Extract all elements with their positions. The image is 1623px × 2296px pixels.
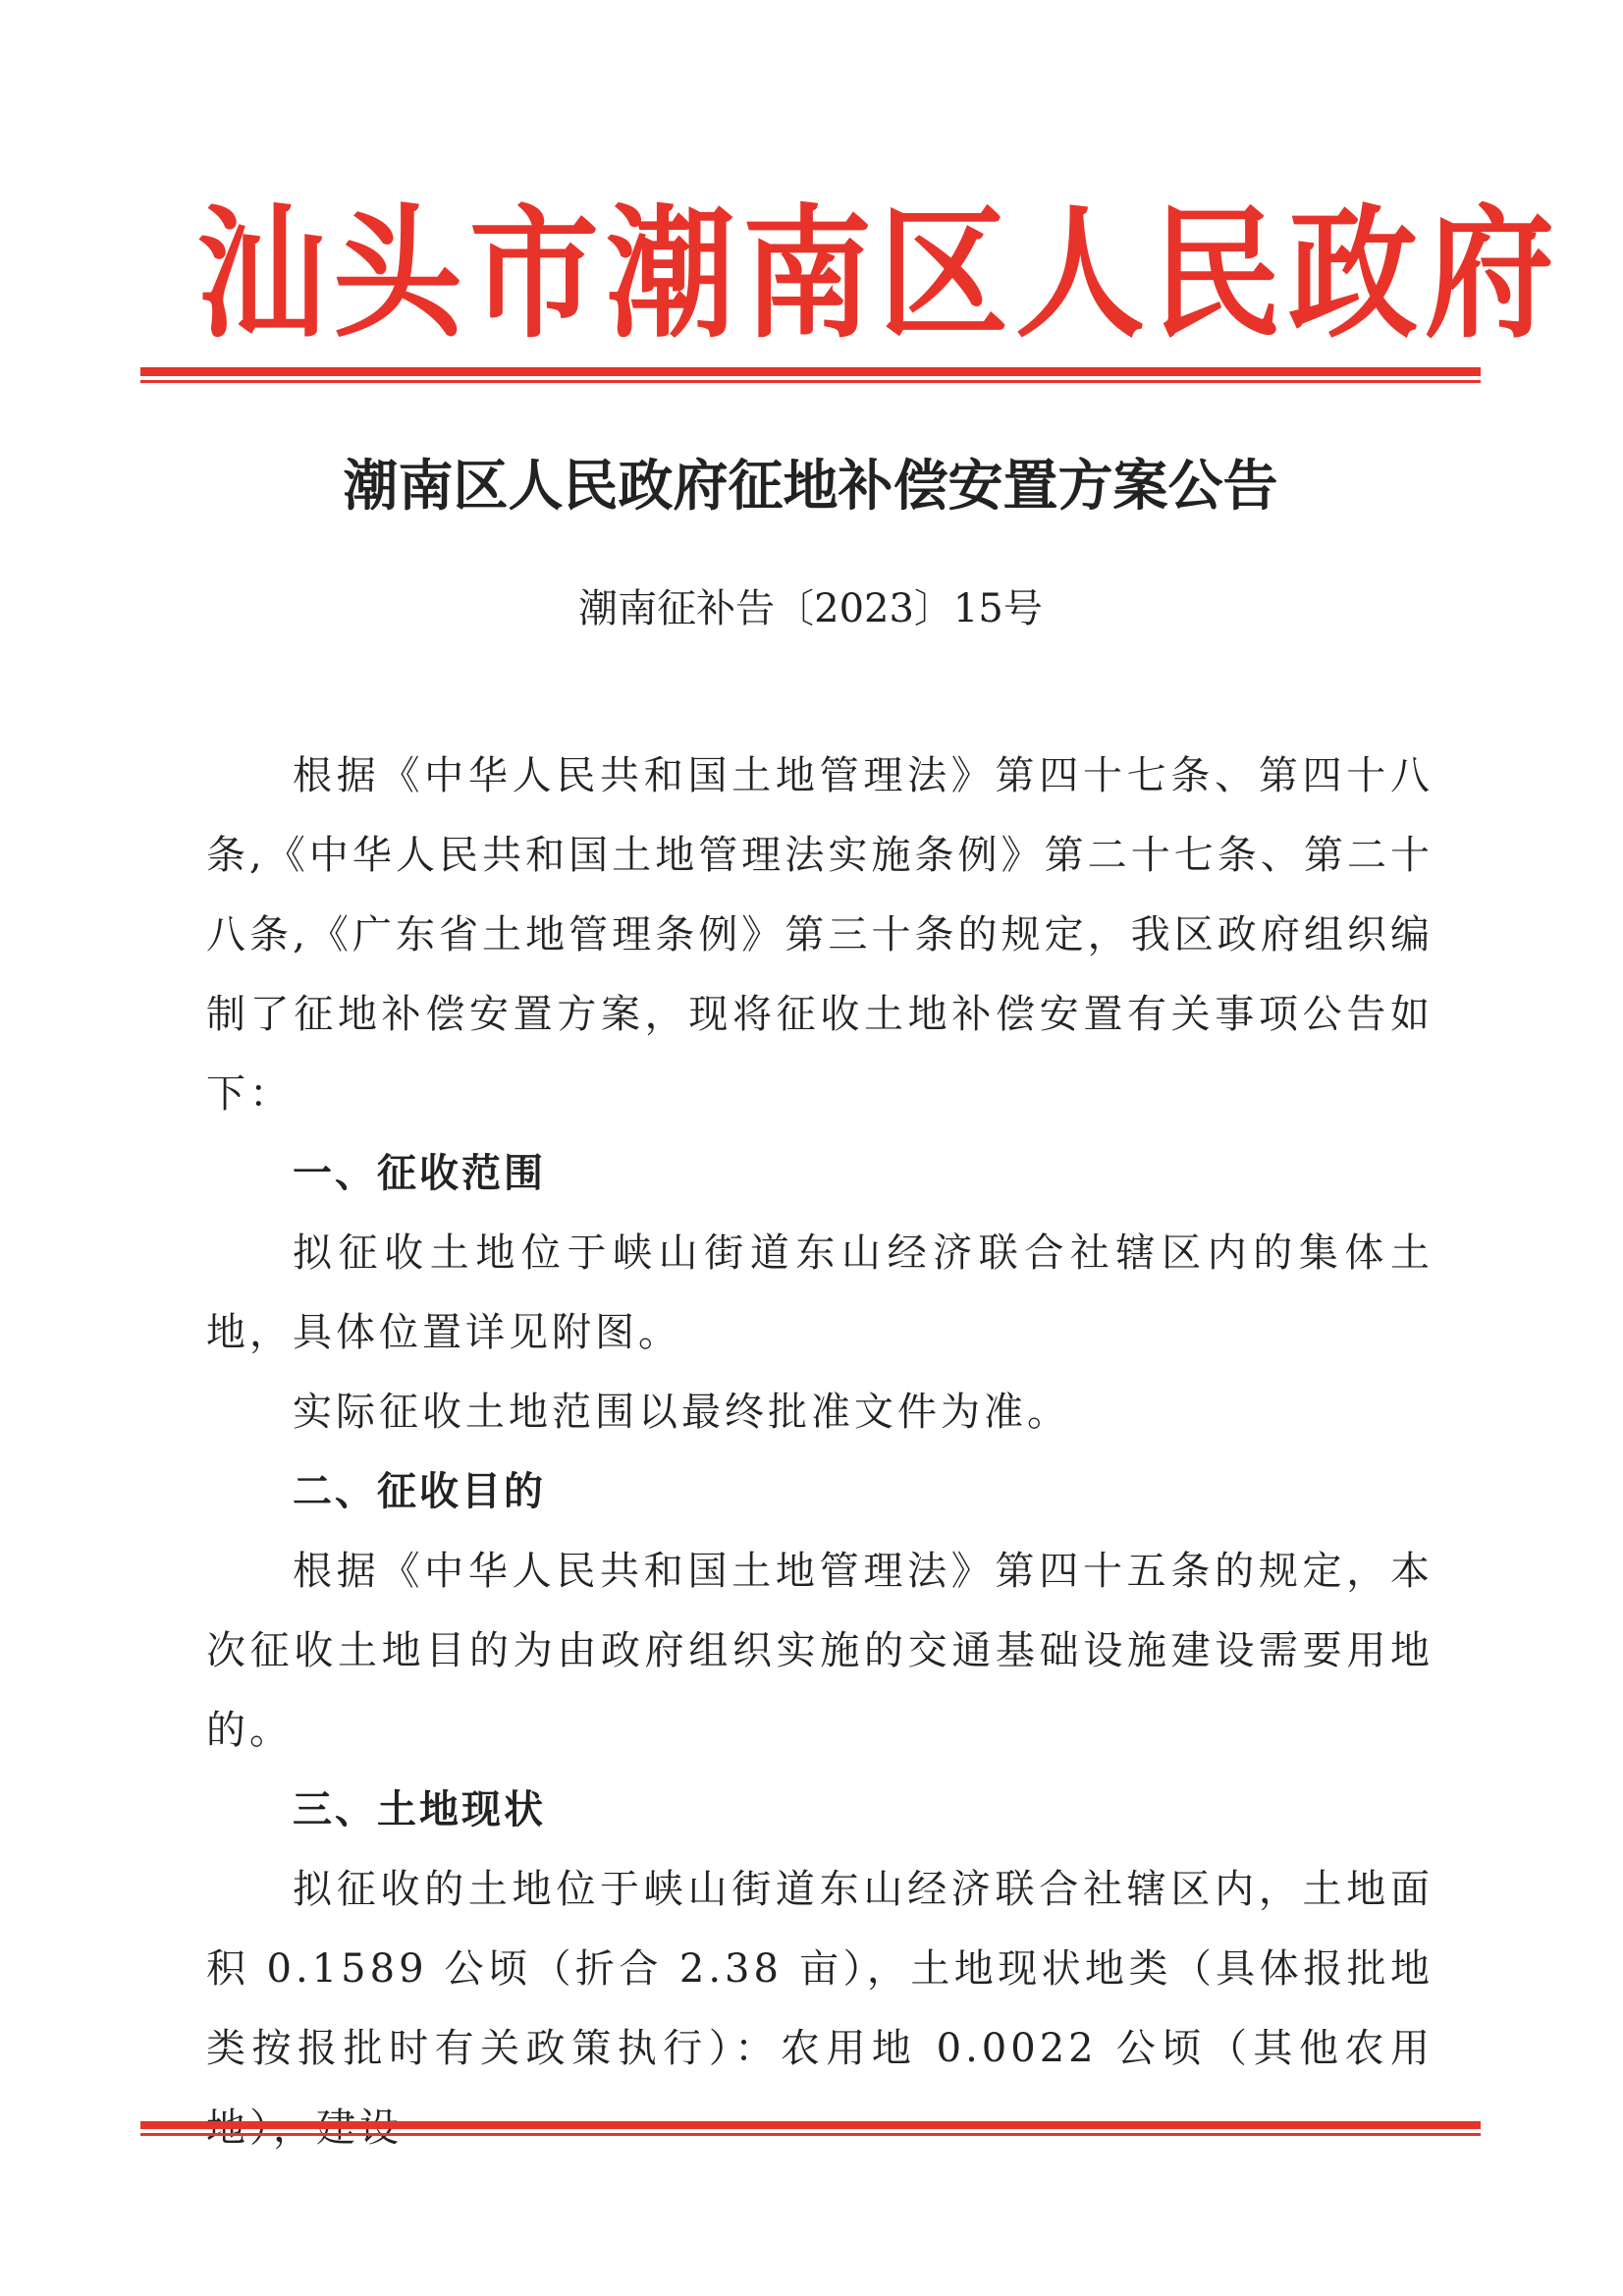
document-title: 潮南区人民政府征地补偿安置方案公告 xyxy=(343,454,1278,519)
heading-purpose: 二、征收目的 xyxy=(293,1469,546,1514)
paragraph-land-status: 拟征收的土地位于峡山街道东山经济联合社辖区内，土地面积 0.1589 公顷（折合 2.38 亩），土地现状地类（具体报批地类按报批时有关政策执行）：农用地 0.0022 公顷（其他农用 xyxy=(206,1867,1434,2071)
footer-divider xyxy=(140,2121,1481,2136)
paragraph-scope-note: 实际征收土地范围以最终批准文件为准。 xyxy=(293,1390,1070,1435)
document-body xyxy=(206,737,1434,2168)
paragraph-intro: 根据《中华人民共和国土地管理法》第四十七条、第四十八条,《中华人民共和国土地管理法实施条例》第二十七条、第二十八条,《广东省土地管理条例》第三十条的规定，我区政府组织编制了征地补偿安置方案，现将征收土地补偿安置有关事项公告如下： xyxy=(206,753,1434,1117)
heading-scope: 一、征收范围 xyxy=(293,1151,546,1196)
paragraph-scope: 拟征收土地位于峡山街道东山经济联合社辖区内的集体土地，具体位置详见附图。 xyxy=(206,1230,1434,1355)
masthead-divider xyxy=(140,367,1481,383)
heading-land-status: 三、土地现状 xyxy=(293,1787,546,1832)
paragraph-purpose: 根据《中华人民共和国土地管理法》第四十五条的规定，本次征收土地目的为由政府组织实施的交通基础设施建设需要用地的。 xyxy=(206,1549,1434,1753)
document-number: 潮南征补告〔2023〕15号 xyxy=(578,586,1043,631)
masthead: 汕头市潮南区人民政府 xyxy=(196,191,1561,358)
